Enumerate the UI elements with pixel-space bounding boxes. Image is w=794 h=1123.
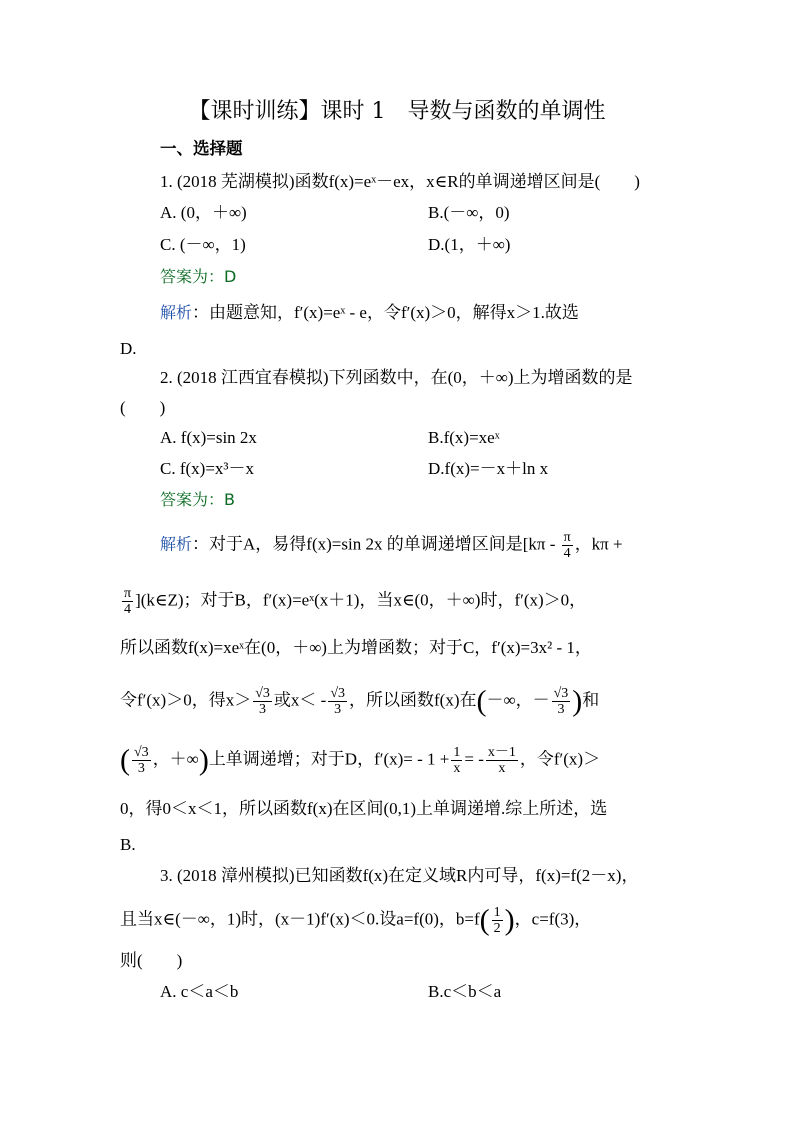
q2-option-d: D.f(x)=－x＋ln x — [428, 459, 549, 478]
page-title: 【课时训练】课时 1 导数与函数的单调性 — [188, 99, 606, 124]
q1-analysis-text: ：由题意知，f′(x)=eˣ - e，令f′(x)＞0，解得x＞1.故选 — [192, 303, 579, 322]
q1-option-d: D.(1，＋∞) — [428, 235, 511, 254]
q2-analysis-line-4: 令f′(x)＞0，得x＞ $\frac{√3}{3}$ 或x＜ - $\frac{√3}{3}$ ，所以函数f(x)在(－∞，－ $\frac{√3}{3}$ )和 — [120, 684, 600, 718]
q2-stem-line-1: 2. (2018 江西宜春模拟)下列函数中，在(0，＋∞)上为增函数的是 — [160, 368, 633, 387]
right-paren-2: ) — [198, 743, 209, 777]
q2-answer: 答案为：B — [160, 490, 235, 509]
fraction-sqrt3-over-3: $\frac{√3}{3}$ — [255, 686, 270, 717]
fraction-pi-over-4-b: $\frac{\pi}{4}$ — [124, 586, 132, 617]
left-paren-3: ( — [479, 903, 490, 937]
q2-analysis-text-1b: ，kπ + — [574, 534, 623, 554]
q3-option-a: A. c＜a＜b — [160, 982, 239, 1001]
q2-analysis-line-5: ( $\frac{√3}{3}$ ，＋∞)上单调递增；对于D，f′(x)= - 1 + $\frac{1}{x}$ = - $\frac{x-1}{x}$ ，令f′(x)＞ — [120, 743, 601, 777]
q3-option-b: B.c＜b＜a — [428, 982, 502, 1001]
q3-stem-line-1: 3. (2018 漳州模拟)已知函数f(x)在定义域R内可导，f(x)=f(2－x)， — [160, 866, 639, 885]
right-paren: ) — [572, 684, 583, 718]
q2-analysis-line-7: B. — [120, 835, 136, 854]
fraction-1-over-2: $\frac{1}{2}$ — [493, 905, 501, 936]
fraction-1-over-x: $\frac{1}{x}$ — [453, 745, 461, 776]
q1-option-c: C. (－∞，1) — [160, 235, 246, 254]
q2-analysis-label: 解析 — [160, 534, 193, 554]
fraction-pi-over-4: $\frac{\pi}{4}$ — [563, 530, 571, 561]
q1-analysis-line-1 — [160, 302, 579, 324]
q3-stem-line-2: 且当x∈(－∞，1)时，(x－1)f′(x)＜0.设a=f(0)，b=f( $\frac{1}{2}$ )，c=f(3)， — [120, 903, 592, 937]
right-paren-3: ) — [504, 903, 515, 937]
left-paren-2: ( — [120, 743, 130, 777]
section-heading: 一、选择题 — [160, 139, 243, 158]
q3-stem-line-3: 则( ) — [120, 951, 183, 970]
q1-analysis-label: 解析 — [160, 303, 193, 322]
q2-option-c: C. f(x)=x³－x — [160, 459, 255, 478]
q2-analysis-line-6: 0，得0＜x＜1，所以函数f(x)在区间(0,1)上单调递增.综上所述，选 — [120, 799, 608, 818]
q1-option-a: A. (0，＋∞) — [160, 203, 247, 222]
fraction-x-minus-1-over-x: $\frac{x-1}{x}$ — [487, 745, 516, 776]
fraction-sqrt3-over-3-b: $\frac{√3}{3}$ — [330, 686, 345, 717]
fraction-sqrt3-over-3-d: $\frac{√3}{3}$ — [134, 745, 149, 776]
q2-analysis-text-2: ](k∈Z)；对于B，f′(x)=eˣ(x＋1)，当x∈(0，＋∞)时，f′(x)＞0， — [135, 590, 587, 610]
q2-analysis-line-1 — [160, 530, 623, 561]
q2-analysis-line-3: 所以函数f(x)=xeˣ在(0，＋∞)上为增函数；对于C，f′(x)=3x² - 1， — [120, 638, 592, 657]
q2-option-b: B.f(x)=xeˣ — [428, 428, 500, 447]
q1-analysis-line-2: D. — [120, 339, 137, 358]
q2-analysis-text-1: ：对于A，易得f(x)=sin 2x 的单调递增区间是[kπ - — [192, 534, 556, 554]
q2-stem-line-2: ( ) — [120, 398, 166, 417]
left-paren: ( — [476, 684, 487, 718]
q1-option-b: B.(－∞，0) — [428, 203, 510, 222]
fraction-sqrt3-over-3-c: $\frac{√3}{3}$ — [553, 686, 569, 717]
q1-stem: 1. (2018 芜湖模拟)函数f(x)=eˣ－ex，x∈R的单调递增区间是( ) — [160, 172, 640, 191]
q2-analysis-line-2 — [120, 586, 586, 617]
q1-answer: 答案为：D — [160, 267, 237, 286]
q2-option-a: A. f(x)=sin 2x — [160, 428, 257, 447]
